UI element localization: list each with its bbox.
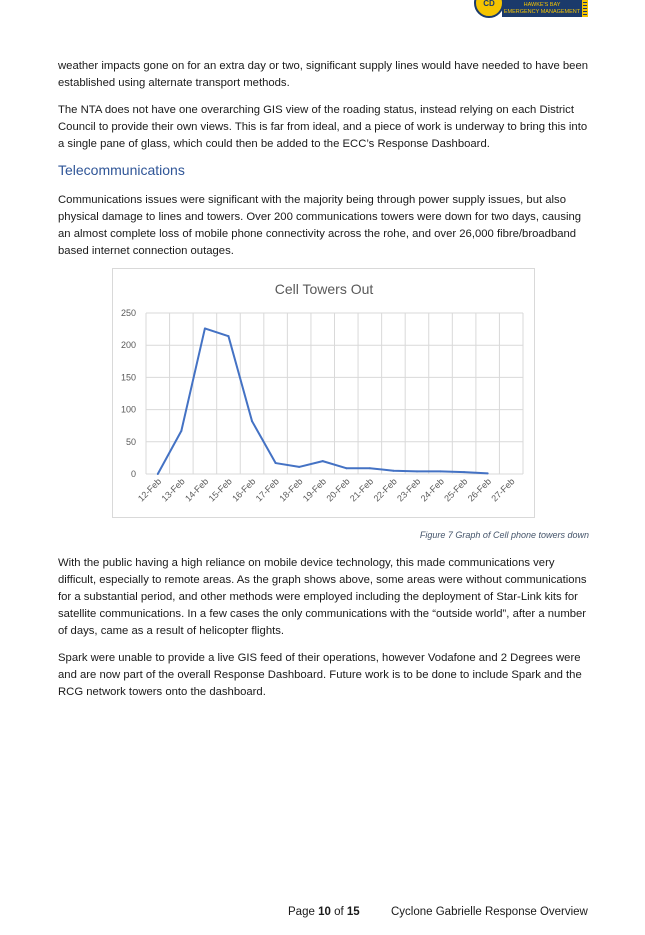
data-point: [345, 467, 347, 469]
x-tick-label: 20-Feb: [324, 476, 352, 504]
paragraph-spark: Spark were unable to provide a live GIS feed of their operations, however Vodafone and 2 Degrees were and are now part of the overall Response Dashboard. Future work is to be done to include Spark and the RCG network towers onto the dashboard.: [58, 652, 582, 698]
y-tick-label: 250: [120, 308, 136, 318]
paragraph-mobile-reliance: With the public having a high reliance on mobile device technology, this made communications very difficult, especially to remote areas. As the graph shows above, some areas were without communications for a substantial period, and other methods were employed including the deployment of Star-Link kits for satellite communications. In a few cases the only communications with the “outside world”, after a number of days, came as a result of helicopter flights.: [58, 557, 587, 637]
x-tick-label: 22-Feb: [371, 476, 399, 504]
x-tick-label: 12-Feb: [135, 476, 164, 504]
page-total: 15: [346, 906, 360, 918]
chart-container: [112, 268, 535, 518]
section-heading: Telecommunications: [58, 162, 185, 178]
x-tick-label: 19-Feb: [300, 476, 329, 504]
paragraph-supply-lines: weather impacts gone on for an extra day or two, significant supply lines would have needed to have been established using alternate transport methods.: [58, 60, 589, 89]
x-tick-label: 21-Feb: [348, 476, 376, 504]
data-point: [204, 327, 206, 329]
x-tick-label: 15-Feb: [206, 476, 234, 504]
x-tick-label: 16-Feb: [230, 476, 258, 504]
data-point: [463, 471, 465, 473]
y-tick-label: 100: [120, 404, 136, 415]
logo-bars: [582, 0, 588, 17]
y-tick-label: 0: [130, 469, 136, 479]
data-point: [157, 473, 159, 475]
x-tick-label: 14-Feb: [183, 476, 211, 504]
page-number: [288, 906, 360, 918]
page-label: Page: [288, 906, 315, 918]
paragraph-communications: Communications issues were significant with the majority being through power supply issues, but also physical damage to lines and towers. Over 200 communications towers were down for two days, causing an almost complete loss of mobile phone connectivity across the rohe, and over 26,000 fibre/broadband based internet connection outages.: [58, 194, 582, 257]
x-tick-label: 27-Feb: [489, 476, 517, 504]
y-tick-label: 150: [120, 372, 136, 383]
data-point: [392, 470, 394, 472]
y-tick-label: 200: [120, 340, 136, 351]
data-point: [416, 470, 418, 472]
logo-line2: EMERGENCY MANAGEMENT: [503, 9, 581, 15]
x-tick-label: 26-Feb: [465, 476, 494, 504]
logo-band: [502, 0, 582, 17]
logo-line1: HAWKE'S BAY: [523, 2, 561, 8]
figure-caption: Figure 7 Graph of Cell phone towers down: [419, 530, 589, 540]
document-title: Cyclone Gabrielle Response Overview: [391, 906, 588, 918]
data-point: [369, 467, 371, 469]
data-point: [298, 466, 300, 468]
data-point: [440, 470, 442, 472]
paragraph-nta-gis: The NTA does not have one overarching GIS view of the roading status, instead relying on each District Council to provide their own views. This is far from ideal, and a piece of work is underway to bring this into a single pane of glass, which could then be added to the ECC’s Response Dashboard.: [58, 104, 588, 150]
cell-towers-chart: [113, 269, 536, 519]
x-tick-label: 17-Feb: [253, 476, 282, 504]
data-point: [275, 462, 277, 464]
page-current: 10: [318, 906, 331, 918]
data-point: [227, 335, 229, 337]
x-tick-label: 13-Feb: [159, 476, 187, 504]
data-point: [251, 420, 253, 422]
logo: [474, 0, 590, 20]
series-line: [158, 328, 488, 474]
y-tick-label: 50: [125, 436, 136, 447]
page-of-label: of: [334, 906, 344, 918]
logo-emblem: CD: [474, 0, 504, 18]
data-point: [322, 460, 324, 462]
x-tick-label: 24-Feb: [418, 476, 446, 504]
x-tick-label: 23-Feb: [395, 476, 423, 504]
x-tick-label: 18-Feb: [277, 476, 305, 504]
x-tick-label: 25-Feb: [442, 476, 470, 504]
data-point: [180, 430, 182, 432]
data-point: [487, 472, 489, 474]
chart-title: Cell Towers Out: [274, 281, 374, 297]
